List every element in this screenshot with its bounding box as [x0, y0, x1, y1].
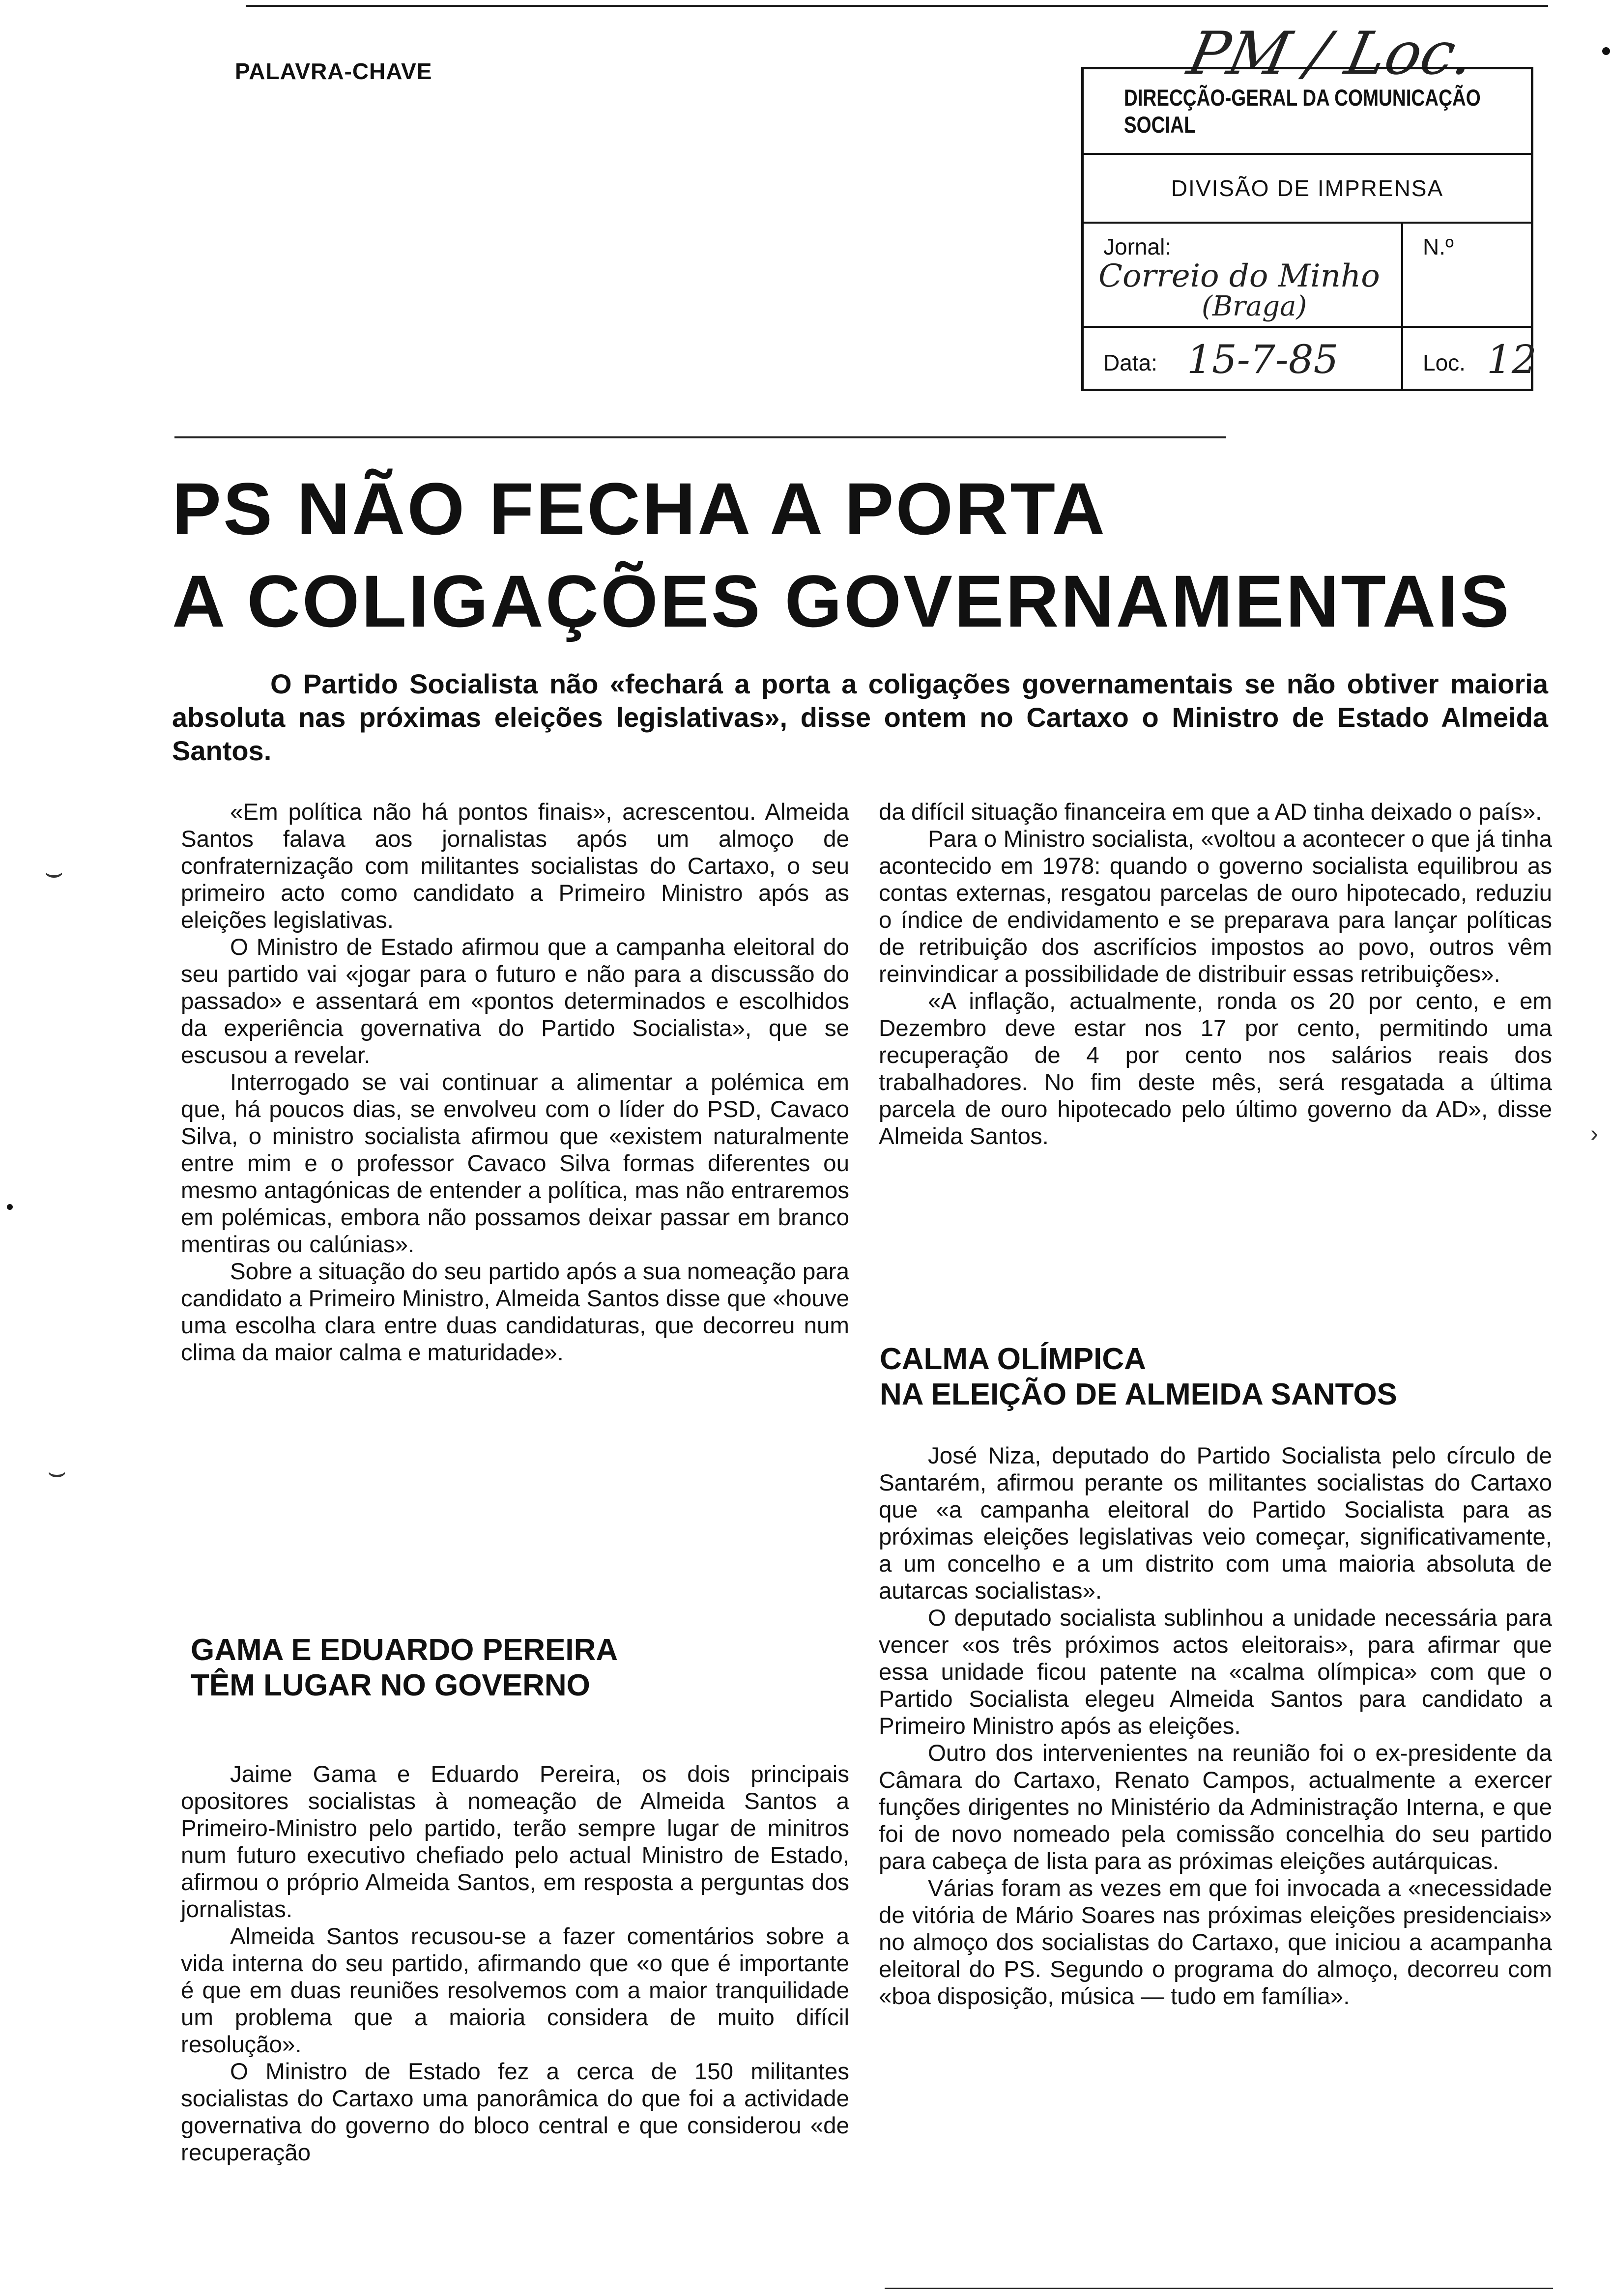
paragraph: «A inflação, actualmente, ronda os 20 por cento, e em Dezembro deve estar nos 17 por cento, permitindo uma recuperação de 4 por cento nos salários reais dos trabalhadores. No fim deste mês, será resgatada a última parcela de ouro hipotecado pelo último governo da AD», disse Almeida Santos.	[879, 988, 1552, 1149]
margin-mark: ›	[1590, 1121, 1598, 1147]
paragraph: Sobre a situação do seu partido após a sua nomeação para candidato a Primeiro Ministro, Almeida Santos disse que «houve uma escolha clara entre duas candidaturas, que decorreu num clima da maior calma e maturidade».	[181, 1259, 849, 1366]
scan-speck	[1602, 47, 1610, 55]
stamp-date-label: Data:	[1103, 350, 1157, 375]
stamp-jornal-row	[1084, 224, 1531, 328]
subheading-line: NA ELEIÇÃO DE ALMEIDA SANTOS	[880, 1378, 1397, 1411]
subheading-line: GAMA E EDUARDO PEREIRA	[191, 1633, 618, 1667]
margin-mark: ⌣	[47, 1455, 67, 1488]
paragraph: Outro dos intervenientes na reunião foi o ex-presidente da Câmara do Cartaxo, Renato Campos, actualmente a exercer funções dirigentes no Ministério da Administração Interna, e que foi de novo nomeado pela comissão concelhia do seu partido para cabeça de lista para as próximas eleições autárquicas.	[879, 1740, 1552, 1874]
article-lead	[172, 667, 1548, 768]
headline-rule	[174, 436, 1226, 438]
subheading-line: TÊM LUGAR NO GOVERNO	[191, 1668, 590, 1702]
handwritten-annotation: PM / Loc.	[1182, 20, 1481, 88]
paragraph: Jaime Gama e Eduardo Pereira, os dois principais opositores socialistas à nomeação de Almeida Santos a Primeiro-Ministro pelo partido, terão sempre lugar de minitros num futuro executivo chefiado pelo actual Ministro de Estado, afirmou o próprio Almeida Santos, em resposta a perguntas dos jornalistas.	[181, 1761, 849, 1923]
stamp-jornal-label: Jornal:	[1103, 234, 1172, 259]
stamp-divider	[1401, 224, 1403, 328]
left-column-continued	[181, 1761, 849, 2166]
subheading-line: CALMA OLÍMPICA	[880, 1342, 1146, 1376]
paragraph: «Em política não há pontos finais», acrescentou. Almeida Santos falava aos jornalistas após um almoço de confraternização com militantes socialistas do Cartaxo, o seu primeiro acto como candidato a Primeiro Ministro após as eleições legislativas.	[181, 799, 849, 933]
paragraph: Interrogado se vai continuar a alimentar a polémica em que, há poucos dias, se envolveu com o líder do PSD, Cavaco Silva, o ministro socialista afirmou que «existem naturalmente entre mim e o professor Cavaco Silva formas diferentes ou mesmo antagónicas de entender a política, mas não entraremos em polémicas, embora não possamos deixar passar em branco mentiras ou calúnias».	[181, 1069, 849, 1258]
stamp-date-row	[1084, 328, 1537, 390]
margin-mark: ⌣	[44, 856, 64, 889]
bottom-rule	[885, 2288, 1553, 2289]
paragraph: O Ministro de Estado afirmou que a campanha eleitoral do seu partido vai «jogar para o futuro e não para a discussão do passado» e assentará em «pontos determinados e escolhidos da experiência governativa do Partido Socialista», que se escusou a revelar.	[181, 934, 849, 1068]
section-tag: PALAVRA-CHAVE	[235, 58, 432, 84]
stamp-loc-value: 12	[1487, 337, 1537, 382]
paragraph: O deputado socialista sublinhou a unidade necessária para vencer «os três próximos actos eleitorais», para afirmar que essa unidade ficou patente na «calma olímpica» com que o Partido Socialista elegeu Almeida Santos para candidato a Primeiro Ministro após as eleições.	[879, 1605, 1552, 1739]
headline-line-2: A COLIGAÇÕES GOVERNAMENTAIS	[172, 560, 1511, 642]
stamp-date-value: 15-7-85	[1187, 337, 1339, 382]
stamp-title-text: DIRECÇÃO-GERAL DA COMUNICAÇÃO SOCIAL	[1123, 85, 1481, 138]
paragraph: Almeida Santos recusou-se a fazer comentários sobre a vida interna do seu partido, afirmando que «o que é importante é que em duas reuniões resolvemos com a maior tranquilidade um problema que a maioria considera de muito difícil resolução».	[181, 1923, 849, 2058]
lead-text: O Partido Socialista não «fechará a porta a coligações governamentais se não obtiver maioria absoluta nas próximas eleições legislativas», disse ontem no Cartaxo o Ministro de Estado Almeida Santos.	[172, 668, 1548, 766]
paragraph: da difícil situação financeira em que a AD tinha deixado o país».	[879, 799, 1542, 825]
stamp-numero-label: N.º	[1423, 234, 1454, 259]
paragraph: Várias foram as vezes em que foi invocada a «necessidade de vitória de Mário Soares nas próximas eleições presidenciais» no almoço dos socialistas do Cartaxo, que iniciou a acampanha eleitoral do PS. Segundo o programa do almoço, decorreu com «boa disposição, música — tudo em família».	[879, 1875, 1552, 2009]
paragraph: Para o Ministro socialista, «voltou a acontecer o que já tinha acontecido em 1978: quando o governo socialista equilibrou as contas externas, resgatou parcelas de ouro hipotecado, reduziu o índice de endividamento e se preparava para lançar políticas de retribuição dos ascrifícios impostos ao povo, outros vêm reinvindicar a possibilidade de distribuir essas retribuições».	[879, 826, 1552, 987]
stamp-divider	[1401, 328, 1403, 390]
subheading-gama	[191, 1633, 618, 1703]
scan-speck	[7, 1204, 13, 1210]
stamp-division: DIVISÃO DE IMPRENSA	[1084, 155, 1531, 224]
right-column-continued	[879, 1442, 1552, 2010]
headline-line-1: PS NÃO FECHA A PORTA	[172, 467, 1107, 550]
subheading-calma	[880, 1342, 1397, 1412]
paragraph: José Niza, deputado do Partido Socialista pelo círculo de Santarém, afirmou perante os militantes socialistas do Cartaxo que «a campanha eleitoral do Partido Socialista para as próximas eleições legislativas veio começar, significativamente, a um concelho e a um distrito com uma maioria absoluta de autarcas socialistas».	[879, 1443, 1552, 1604]
top-rule	[246, 5, 1548, 7]
stamp-title	[1084, 69, 1531, 155]
stamp-loc-label: Loc.	[1423, 350, 1466, 375]
paragraph: O Ministro de Estado fez a cerca de 150 militantes socialistas do Cartaxo uma panorâmica do que foi a actividade governativa do governo do bloco central e que considerou «de recuperação	[181, 2059, 849, 2166]
right-column	[879, 799, 1552, 1150]
stamp-jornal-value: Correio do Minho	[1098, 258, 1380, 294]
stamp-jornal-city: (Braga)	[1202, 290, 1307, 322]
archive-stamp	[1081, 67, 1537, 391]
left-column	[181, 799, 849, 1366]
